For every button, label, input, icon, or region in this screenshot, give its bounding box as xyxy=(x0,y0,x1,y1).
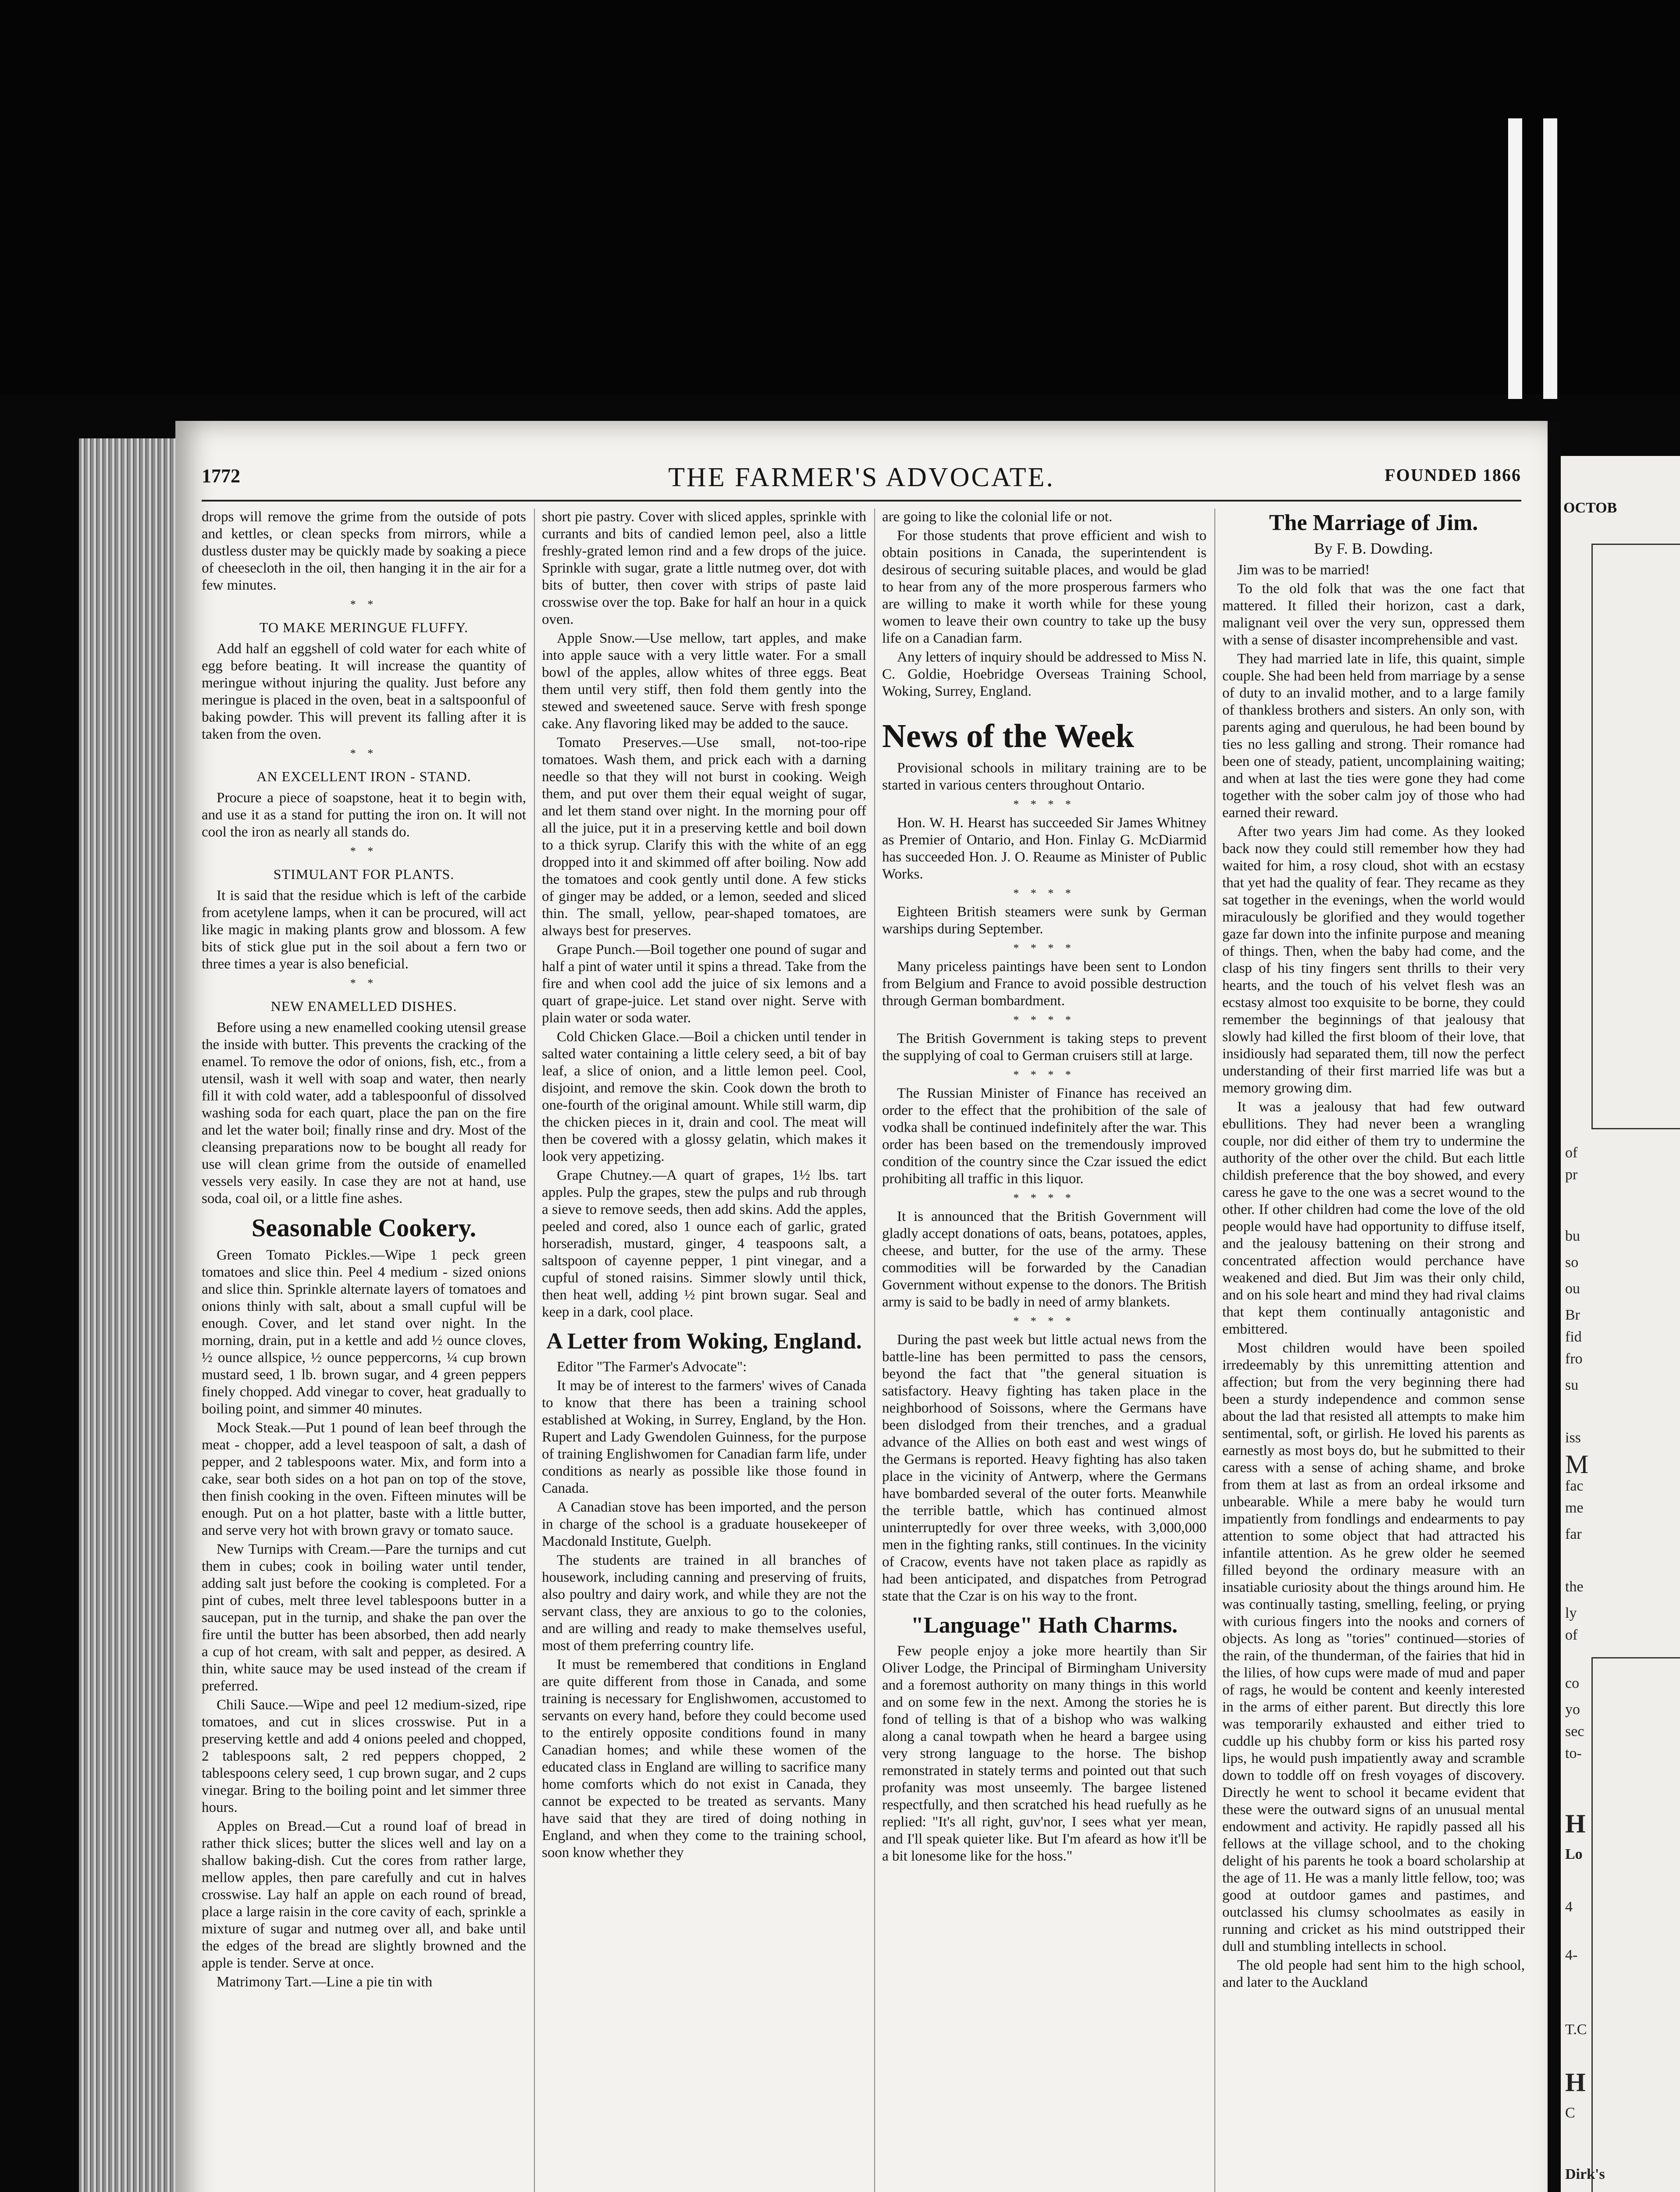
column-divider xyxy=(534,509,535,2192)
recipe-paragraph: Cold Chicken Glace.—Boil a chicken until tender in salted water containing a little celery seed, a bit of bay leaf, a slice of onion, and a little lemon peel. Cool, disjoint, and remove the skin. Cook down the broth to one-fourth of the original amount. While still warm, dip the chicken pieces in it, drain and cool. The meat will then be covered with a glossy gelatin, which makes it look very appetizing. xyxy=(542,1029,866,1164)
facing-page-fragment-text: ou xyxy=(1565,1281,1580,1297)
column-3 xyxy=(882,509,1207,2192)
recipe-paragraph: short pie pastry. Cover with sliced apples, sprinkle with currants and bits of candied lemon peel, also a little freshly-grated lemon rind and a few drops of the juice. Sprinkle with sugar, grate a little nutmeg over, dot with bits of butter, then cover with strips of paste laid crosswise over the top. Bake for half an hour in a quick oven. xyxy=(542,509,866,627)
film-border-top xyxy=(0,0,1680,395)
paragraph: Before using a new enamelled cooking utensil grease the inside with butter. This prevents the cracking of the enamel. To remove the odor of onions, fish, etc., from a utensil, wash it well with soap and water, then nearly fill it with cold water, add a tablespoonful of dissolved washing soda for each quart, place the pan on the fire and let the water boil; finally rinse and dry. Most of the cleansing preparations now to be bought all ready for use will clean grime from the outside of enamelled vessels very easily. In case they are not at hand, use soda, coal oil, or a little fine ashes. xyxy=(202,1020,526,1206)
news-item: During the past week but little actual news from the battle-line has been permitted to pass the censors, beyond the fact that "the general situation is satisfactory. Heavy fighting has taken place in the neighborhood of Soissons, where the Germans have been dislodged from their trenches, and a gradual advance of the Allies on both east and west wings of the Germans is reported. Heavy fighting has also taken place in the vicinity of Antwerp, where the Germans have bombarded several of the outer forts. Meanwhile the terrible battle, which has continued almost uninterruptedly for over three weeks, with 3,000,000 men in the fighting ranks, still continues. In the vicinity of Cracow, events have not taken place as rapidly as had been anticipated, and dispatches from Petrograd state that the Czar is on his way to the front. xyxy=(882,1332,1207,1604)
news-item: The British Government is taking steps to prevent the supplying of coal to German cruisers still at large. xyxy=(882,1031,1207,1064)
facing-page-header: OCTOB xyxy=(1563,500,1617,516)
paragraph: Few people enjoy a joke more heartily than Sir Oliver Lodge, the Principal of Birmingham University and a foremost authority on many things in this world and on some few in the next. Among the stories he is fond of telling is that of a bishop who was walking along a canal towpath when he heard a bargee using very strong language to the horse. The bishop remonstrated in stately terms and pointed out that such profanity was most unseemly. The bargee listened respectfully, and then scratched his head ruefully as he replied: "It's all right, guv'nor, I sees what yer mean, and I'll speak quieter like. But I'm afeard as how it'll be a bit lonesome like for the hoss." xyxy=(882,1643,1207,1864)
separator: * * xyxy=(350,598,378,611)
ad-frame xyxy=(1591,1657,1680,2192)
separator: * * * * xyxy=(1013,887,1075,900)
separator: * * * * xyxy=(1013,1068,1075,1081)
film-mark-2 xyxy=(1543,118,1557,399)
book-gutter xyxy=(1548,421,1561,2192)
news-item: It is announced that the British Government will gladly accept donations of oats, beans, potatoes, apples, cheese, and butter, for the use of the army. These commodities will be forwarded by the Canadian Government without expense to the donors. The British army is said to be badly in need of army blankets. xyxy=(882,1209,1207,1310)
facing-page-fragment-text: Lo xyxy=(1565,1846,1583,1862)
facing-page-fragment-text: co xyxy=(1565,1675,1580,1691)
page-header xyxy=(202,465,1521,491)
section-heading: AN EXCELLENT IRON - STAND. xyxy=(256,769,471,784)
facing-page-fragment-text: Dirk's xyxy=(1565,2166,1605,2182)
section-heading: NEW ENAMELLED DISHES. xyxy=(271,998,457,1014)
facing-page-fragment-text: 4- xyxy=(1565,1947,1578,1963)
paragraph: Add half an eggshell of cold water for each white of egg before beating. It will increase the quantity of meringue without injuring the quality. Just before any meringue is placed in the oven, beat in a saltspoonful of baking powder. This will prevent its falling after it is taken from the oven. xyxy=(202,641,526,742)
paragraph: drops will remove the grime from the outside of pots and kettles, or clean specks from mirrors, while a dustless duster may be quickly made by soaking a piece of cheesecloth in the oil, then hanging it in the air for a few minutes. xyxy=(202,509,526,593)
facing-page-fragment-text: Br xyxy=(1565,1307,1580,1323)
article-title: "Language" Hath Charms. xyxy=(911,1613,1178,1638)
header-rule xyxy=(202,500,1521,502)
story-byline: By F. B. Dowding. xyxy=(1314,540,1433,557)
facing-page-fragment-text: M xyxy=(1565,1450,1589,1479)
news-item: Eighteen British steamers were sunk by German warships during September. xyxy=(882,904,1207,937)
column-1 xyxy=(202,509,526,2192)
separator: * * xyxy=(350,977,378,989)
paragraph: The old people had sent him to the high school, and later to the Auckland xyxy=(1222,1957,1525,1990)
story-title: The Marriage of Jim. xyxy=(1269,510,1478,535)
facing-page-fragment-text: ly xyxy=(1565,1605,1577,1621)
recipe-paragraph: Chili Sauce.—Wipe and peel 12 medium-sized, ripe tomatoes, and cut in slices crosswise. Put in a preserving kettle and add 4 onions peeled and chopped, 2 tablespoons salt, 2 red peppers chopped, 2 tablespoons celery seed, 1 cup brown sugar, and 2 cups vinegar. Bring to the boiling point and let simmer three hours. xyxy=(202,1697,526,1815)
recipe-paragraph: Tomato Preserves.—Use small, not-too-ripe tomatoes. Wash them, and prick each with a darning needle so that they will not burst in cooking. Weigh them, and put over them their equal weight of sugar, and let them stand over night. In the morning pour off all the juice, put it in a preserving kettle and boil down to a thick syrup. Clarify this with the white of an egg dropped into it and skimmed off after boiling. Now add the tomatoes and cook gently until done. A few sticks of ginger may be added, or a lemon, seeded and sliced thin. The small, yellow, pear-shaped tomatoes, are always best for preserves. xyxy=(542,735,866,939)
facing-page-fragment-text: of xyxy=(1565,1627,1578,1643)
column-divider xyxy=(874,509,875,2192)
facing-page-fragment-text: of xyxy=(1565,1145,1578,1161)
article-title: A Letter from Woking, England. xyxy=(546,1329,862,1354)
recipe-paragraph: New Turnips with Cream.—Pare the turnips and cut them in cubes; cook in boiling water until tender, adding salt just before the cooking is completed. For a pint of cubes, melt three level tablespoons butter in a saucepan, put in the turnip, and shake the pan over the fire until the butter has been absorbed, then add nearly a cup of hot cream, with salt and pepper, as desired. A thin, white sauce may be used instead of the cream if preferred. xyxy=(202,1541,526,1694)
facing-page-fragment-text: 4 xyxy=(1565,1899,1573,1915)
paragraph: It may be of interest to the farmers' wives of Canada to know that there has been a training school established at Woking, in Surrey, England, by the Hon. Rupert and Lady Gwendolen Guinness, for the purpose of training Englishwomen for Canadian farm life, under conditions as nearly as possible like those found in Canada. xyxy=(542,1378,866,1496)
recipe-paragraph: Apples on Bread.—Cut a round loaf of bread in rather thick slices; butter the slices well and lay on a shallow baking-dish. Cut the cores from rather large, mellow apples, then pare carefully and cut in halves crosswise. Lay half an apple on each round of bread, place a large raisin in the core cavity of each, sprinkle a mixture of sugar and nutmeg over all, and bake until the edges of the bread are slightly browned and the apple is tender. Serve at once. xyxy=(202,1818,526,1971)
paragraph: are going to like the colonial life or not. xyxy=(882,509,1113,525)
paragraph: It is said that the residue which is left of the carbide from acetylene lamps, when it can be procured, will act like magic in making plants grow and blossom. A few bits of stick glue put in the soil about a fern two or three times a year is also beneficial. xyxy=(202,888,526,972)
paragraph: It was a jealousy that had few outward ebullitions. They had never been a wrangling couple, nor did either of them try to undermine the authority of the other over the child. But each little childish preference that the boy showed, and every caress he gave to the one was a secret wound to the other. If other children had come the love of the old people would have had opportunity to diffuse itself, and the jealousy battening on their strong and concentrated affection would perchance have weakened and died. But Jim was their only child, and on his sole heart and mind they had rival claims that kept them continually antagonistic and embittered. xyxy=(1222,1099,1525,1337)
paragraph: They had married late in life, this quaint, simple couple. She had been held from marriage by a sense of duty to an invalid mother, and to a large family of thankless brothers and sisters. An only son, with parents aging and querulous, he had been bound by ties no less galling and strong. Their romance had been one of steady, patient, uncomplaining waiting; and when at last the ties were gone they had come together with the sober calm joy of those who had earned their reward. xyxy=(1222,651,1525,821)
recipe-paragraph: Grape Punch.—Boil together one pound of sugar and half a pint of water until it spins a thread. Take from the fire and when cool add the juice of six lemons and a quart of grape-juice. Let stand over night. Serve with plain water or soda water. xyxy=(542,942,866,1026)
column-2 xyxy=(542,509,866,2192)
separator: * * * * xyxy=(1013,1315,1075,1327)
facing-page-fragment-text: H xyxy=(1565,1809,1586,1838)
separator: * * xyxy=(350,845,378,858)
recipe-paragraph: Apple Snow.—Use mellow, tart apples, and make into apple sauce with a very little water. For a small bowl of the apples, allow whites of three eggs. Beat them until very stiff, then fold them gently into the stewed and sweetened sauce. Serve with fresh sponge cake. Any flavoring liked may be added to the sauce. xyxy=(542,630,866,732)
facing-page-fragment-text: H xyxy=(1565,2068,1586,2097)
separator: * * xyxy=(350,747,378,760)
facing-page-fragment-text: bu xyxy=(1565,1228,1580,1244)
column-4 xyxy=(1222,509,1525,2192)
recipe-paragraph: Grape Chutney.—A quart of grapes, 1½ lbs. tart apples. Pulp the grapes, stew the pulps and rub through a sieve to remove seeds, then add skins. Add the apples, peeled and cored, also 1 ounce each of garlic, grated horseradish, mustard, ginger, 4 teaspoons salt, a saltspoon of cayenne pepper, 1 pint vinegar, and a cupful of stoned raisins. Simmer slowly until thick, then heat well, adding ½ pint brown sugar. Seal and keep in a dark, cool place. xyxy=(542,1167,866,1320)
separator: * * * * xyxy=(1013,1192,1075,1204)
masthead-title: THE FARMER'S ADVOCATE. xyxy=(668,463,1055,492)
facing-page-fragment-text: sec xyxy=(1565,1723,1584,1740)
film-mark-1 xyxy=(1508,118,1522,399)
facing-page-fragment-text: so xyxy=(1565,1254,1579,1270)
section-heading: TO MAKE MERINGUE FLUFFY. xyxy=(259,619,469,635)
facing-page-fragment-text: pr xyxy=(1565,1167,1578,1183)
paragraph: Any letters of inquiry should be addressed to Miss N. C. Goldie, Hoebridge Overseas Training School, Woking, Surrey, England. xyxy=(882,649,1207,699)
page-number: 1772 xyxy=(202,465,240,487)
section-heading: STIMULANT FOR PLANTS. xyxy=(273,866,455,882)
facing-page-fragment-text: far xyxy=(1565,1526,1582,1542)
news-item: The Russian Minister of Finance has received an order to the effect that the prohibition of the sale of vodka shall be continued indefinitely after the war. This order has been based on the tremendously improved condition of the country since the Czar issued the edict prohibiting all traffic in this liquor. xyxy=(882,1085,1207,1187)
facing-page-fragment-text: fro xyxy=(1565,1351,1583,1367)
facing-page-fragment-text: fac xyxy=(1565,1478,1584,1494)
paragraph: The students are trained in all branches of housework, including canning and preserving of fruits, also poultry and dairy work, and while they are not the servant class, they are anxious to go to the colonies, and are willing and ready to make themselves useful, most of them preferring country life. xyxy=(542,1552,866,1654)
facing-page-fragment-text: iss xyxy=(1565,1430,1581,1446)
newspaper-page xyxy=(175,421,1548,2192)
facing-page-fragment-text: me xyxy=(1565,1500,1584,1516)
facing-page-fragment-text: fid xyxy=(1565,1329,1582,1345)
facing-page-fragment-text: yo xyxy=(1565,1701,1580,1718)
book-page-edges xyxy=(79,438,180,2192)
news-item: Provisional schools in military training are to be started in various centers throughout Ontario. xyxy=(882,760,1207,793)
facing-page-fragment-text: su xyxy=(1565,1377,1579,1393)
article-title: Seasonable Cookery. xyxy=(251,1213,477,1242)
recipe-paragraph: Green Tomato Pickles.—Wipe 1 peck green tomatoes and slice thin. Peel 4 medium - sized onions and slice thin. Sprinkle alternate layers of tomatoes and onions thinly with salt, about a small cupful will be enough. Cover, and let stand over night. In the morning, drain, put in a kettle and add ½ ounce cloves, ½ ounce allspice, ½ ounce peppercorns, ¼ cup brown mustard seed, 1 lb. brown sugar, and 4 green peppers finely chopped. Add vinegar to cover, heat gradually to boiling point, and simmer 40 minutes. xyxy=(202,1247,526,1417)
paragraph: Editor "The Farmer's Advocate": xyxy=(557,1359,747,1375)
ad-frame xyxy=(1591,544,1680,1129)
paragraph: To the old folk that was the one fact that mattered. It filled their horizon, cast a dark, malignant veil over the very sun, oppressed them with a sense of disaster incomprehensible and vast. xyxy=(1222,581,1525,648)
paragraph: It must be remembered that conditions in England are quite different from those in Canada, and some training is necessary for Englishwomen, accustomed to servants on every hand, before they could become used to the entirely opposite conditions found in many Canadian homes; and while these women of the educated class in England are willing to sacrifice many home comforts which do not exist in Canada, they cannot be expected to be treated as servants. Many have said that they are tired of doing nothing in England, and when they come to the training school, soon know whether they xyxy=(542,1657,866,1861)
column-divider xyxy=(1214,509,1215,2192)
separator: * * * * xyxy=(1013,942,1075,954)
news-item: Hon. W. H. Hearst has succeeded Sir James Whitney as Premier of Ontario, and Hon. Finlay G. McDiarmid has succeeded Hon. J. O. Reaume as Minister of Public Works. xyxy=(882,815,1207,882)
founded-label: FOUNDED 1866 xyxy=(1385,465,1521,485)
facing-page-fragment-text: the xyxy=(1565,1579,1584,1595)
recipe-paragraph: Mock Steak.—Put 1 pound of lean beef through the meat - chopper, add a level teaspoon of salt, a dash of pepper, and 2 tablespoons water. Mix, and form into a cake, sear both sides on a hot pan on top of the stove, then finish cooking in the oven. Fifteen minutes will be enough. Put on a hot platter, baste with a little butter, and serve very hot with brown gravy or tomato sauce. xyxy=(202,1420,526,1538)
separator: * * * * xyxy=(1013,1014,1075,1026)
paragraph: Jim was to be married! xyxy=(1237,562,1370,578)
paragraph: After two years Jim had come. As they looked back now they could still remember how they had waited for him, a rosy cloud, shot with an ecstasy that yet had the quality of fear. They recame as they sat together in the evenings, when the world would miraculously be glorified and they would together gaze far down into the infinite purpose and meaning of things. Then, when the baby had come, and the clasp of his tiny fingers sent thrills to their very hearts, and the touch of his velvet flesh was an ecstasy almost too exquisite to be borne, they could remember the beginnings of that jealousy that slowly had killed the first bloom of their love, that insidiously had separated them, till now the perfect understanding of their first married life was but a memory growing dim. xyxy=(1222,824,1525,1096)
paragraph: Most children would have been spoiled irredeemably by this unremitting attention and affection; but from the very beginning there had been a sturdy independence and common sense about the lad that resisted all attempts to make him sentimental, soft, or girlish. He loved his parents as earnestly as most boys do, but he submitted to their caress with a sense of aching shame, and broke from them at last as from an ordeal irksome and unbearable. While a mere baby he would turn impatiently from fondlings and endearments to pay attention to some object that had attracted his infantile attention. As he grew older he seemed filled beyond the ordinary measure with an insatiable curiosity about the things around him. He was continually tasting, smelling, feeling, or prying with curious fingers into the nooks and corners of objects. As long as "tories" continued—stories of the rain, of the thunderman, of the fairies that hid in the lilies, of how cups were made of mud and paper of rags, he would be content and keenly interested in the arms of either parent. But directly this lore was temporarily exhausted and either tried to cuddle up his chubby form or kiss his parted rosy lips, he would push impatiently away and scramble down to toddle off on fresh voyages of discovery. Directly he went to school it became evident that these were the outward signs of an unusual mental endowment and activity. He rapidly passed all his fellows at the village school, and to the choking delight of his parents he took a board scholarship at the age of 11. He was a manly little fellow, too; was good at outdoor games and pastimes, and outclassed his clumsy schoolmates as easily in running and cricket as his mind outstripped their dull and stumbling intellects in school. xyxy=(1222,1340,1525,1954)
separator: * * * * xyxy=(1013,798,1075,811)
paragraph: For those students that prove efficient and wish to obtain positions in Canada, the superintendent is desirous of securing suitable places, and would be glad to hear from any of the more prosperous farmers who are willing to make it worth while for these young women to leave their own country to take up the busy life on a Canadian farm. xyxy=(882,528,1207,646)
paragraph: Procure a piece of soapstone, heat it to begin with, and use it as a stand for putting the iron on. It will not cool the iron as nearly all stands do. xyxy=(202,790,526,840)
facing-page-fragment-text: to- xyxy=(1565,1745,1582,1761)
news-item: Many priceless paintings have been sent to London from Belgium and France to avoid possible destruction through German bombardment. xyxy=(882,959,1207,1009)
facing-page-fragment-text: T.C xyxy=(1565,2021,1587,2038)
article-title: News of the Week xyxy=(882,718,1134,754)
facing-page-fragment xyxy=(1561,456,1680,2192)
facing-page-fragment-text: C xyxy=(1565,2105,1575,2121)
recipe-paragraph: Matrimony Tart.—Line a pie tin with xyxy=(217,1974,432,1990)
paragraph: A Canadian stove has been imported, and the person in charge of the school is a graduate housekeeper of Macdonald Institute, Guelph. xyxy=(542,1499,866,1549)
